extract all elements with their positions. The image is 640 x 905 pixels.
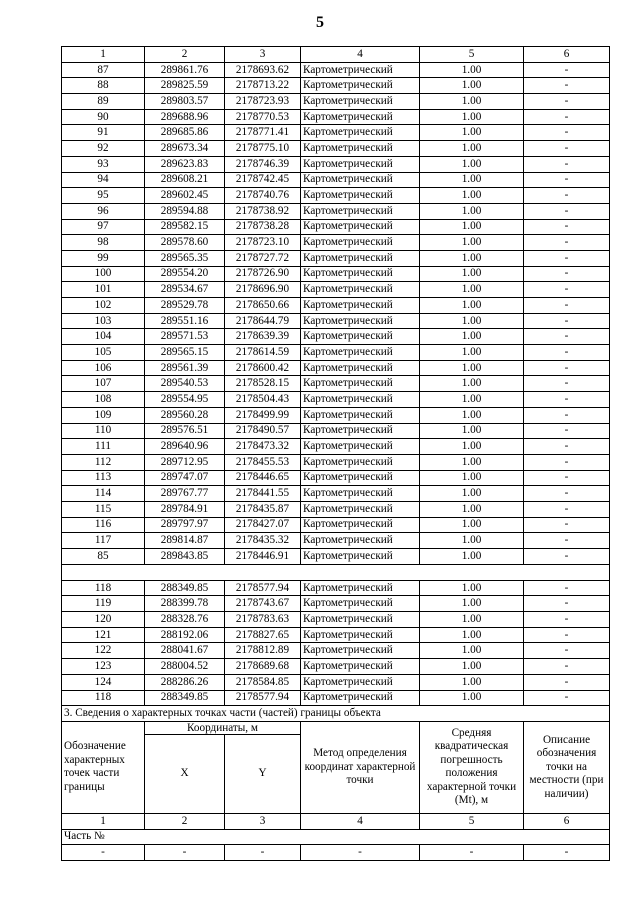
table-cell: - [524, 345, 610, 361]
table-cell: 1.00 [420, 596, 524, 612]
table-row [62, 266, 610, 282]
table-cell: 288349.85 [145, 690, 225, 706]
table-cell: 94 [62, 172, 145, 188]
table-cell: 288349.85 [145, 580, 225, 596]
table-cell: 289578.60 [145, 235, 225, 251]
table-cell: 289623.83 [145, 156, 225, 172]
table-cell: 95 [62, 188, 145, 204]
table-cell: 288328.76 [145, 612, 225, 628]
table-cell: - [524, 235, 610, 251]
table-cell: 2178435.87 [225, 501, 301, 517]
table-cell: 289565.15 [145, 345, 225, 361]
table-cell: 2178689.68 [225, 659, 301, 675]
table-cell: Картометрический [301, 517, 420, 533]
table-cell: - [524, 643, 610, 659]
table-cell: 2178742.45 [225, 172, 301, 188]
table-cell: - [524, 486, 610, 502]
table-cell: 116 [62, 517, 145, 533]
table-cell: Картометрический [301, 219, 420, 235]
table-cell: 109 [62, 407, 145, 423]
header-coords: Координаты, м [145, 721, 301, 734]
table-row [62, 78, 610, 94]
table-cell: - [524, 203, 610, 219]
table-row [62, 62, 610, 78]
table-row [62, 643, 610, 659]
table-cell: 2178446.91 [225, 549, 301, 565]
table-cell: - [524, 313, 610, 329]
table-cell: 1.00 [420, 94, 524, 110]
table-cell: Картометрический [301, 62, 420, 78]
table-cell: 288192.06 [145, 627, 225, 643]
table-cell: - [524, 298, 610, 314]
table-cell: 1.00 [420, 219, 524, 235]
table-row [62, 596, 610, 612]
table-cell: Картометрический [301, 94, 420, 110]
table-cell: - [524, 188, 610, 204]
table-cell: Картометрический [301, 313, 420, 329]
table-cell: - [524, 376, 610, 392]
table-cell: 2178783.63 [225, 612, 301, 628]
table-row [62, 533, 610, 549]
table-cell: 289551.16 [145, 313, 225, 329]
table-cell: 1.00 [420, 78, 524, 94]
table-cell: 289767.77 [145, 486, 225, 502]
table-cell: Картометрический [301, 501, 420, 517]
table-cell: - [524, 690, 610, 706]
table-cell: 96 [62, 203, 145, 219]
table-cell: 102 [62, 298, 145, 314]
table-row [62, 407, 610, 423]
table-cell: 100 [62, 266, 145, 282]
table-cell: 2178435.32 [225, 533, 301, 549]
table-row [62, 125, 610, 141]
table-cell: 1.00 [420, 454, 524, 470]
table-cell: 2178577.94 [225, 580, 301, 596]
table-cell: 123 [62, 659, 145, 675]
table-cell: 288286.26 [145, 674, 225, 690]
table-cell: 2178639.39 [225, 329, 301, 345]
table-cell: Картометрический [301, 345, 420, 361]
table-cell: 103 [62, 313, 145, 329]
table-cell: Картометрический [301, 172, 420, 188]
table-cell: 1.00 [420, 517, 524, 533]
table-cell: 1.00 [420, 62, 524, 78]
table-cell: - [524, 423, 610, 439]
table-row [62, 470, 610, 486]
table-cell: Картометрический [301, 250, 420, 266]
table-cell: 2178740.76 [225, 188, 301, 204]
table-cell: Картометрический [301, 423, 420, 439]
page-number: 5 [316, 14, 324, 31]
table-cell: 289685.86 [145, 125, 225, 141]
table-row [62, 188, 610, 204]
table-cell: - [524, 266, 610, 282]
table-row [62, 690, 610, 706]
table-cell: 1.00 [420, 109, 524, 125]
table-cell: 289554.20 [145, 266, 225, 282]
table-cell: 97 [62, 219, 145, 235]
table-cell: 289554.95 [145, 392, 225, 408]
part-label-row [62, 829, 610, 845]
table-cell: - [524, 517, 610, 533]
table-row [62, 313, 610, 329]
table-cell: - [524, 282, 610, 298]
table-cell: Картометрический [301, 376, 420, 392]
table-row [62, 329, 610, 345]
table-cell: 2178738.28 [225, 219, 301, 235]
table-cell: 1.00 [420, 360, 524, 376]
table-cell: Картометрический [301, 125, 420, 141]
table-cell: 289571.53 [145, 329, 225, 345]
table-cell: 88 [62, 78, 145, 94]
table-cell: 2178746.39 [225, 156, 301, 172]
table-cell: 2178727.72 [225, 250, 301, 266]
table-cell: Картометрический [301, 596, 420, 612]
table-cell: 1.00 [420, 612, 524, 628]
table-cell: - [524, 156, 610, 172]
table-cell: 289608.21 [145, 172, 225, 188]
table-cell: 2178770.53 [225, 109, 301, 125]
table-cell: 1.00 [420, 533, 524, 549]
table-cell: - [524, 141, 610, 157]
table-cell: 2178584.85 [225, 674, 301, 690]
header-method: Метод определения координат характерной точки [301, 721, 420, 813]
table-cell: 1.00 [420, 203, 524, 219]
table-cell: 2178577.94 [225, 690, 301, 706]
table-cell: - [524, 172, 610, 188]
table-cell: 105 [62, 345, 145, 361]
table-row [62, 392, 610, 408]
table-cell: Картометрический [301, 235, 420, 251]
table-cell: 108 [62, 392, 145, 408]
table-cell: 1.00 [420, 345, 524, 361]
header-accuracy: Средняя квадратическая погрешность положения характерной точки (Mt), м [420, 721, 524, 813]
table-cell: 1.00 [420, 627, 524, 643]
section-column-number-row: 1 2 3 4 5 6 [62, 813, 610, 829]
table-row [62, 549, 610, 565]
table-cell: 89 [62, 94, 145, 110]
table-cell: 289861.76 [145, 62, 225, 78]
table-cell: - [524, 659, 610, 675]
table-cell: 289582.15 [145, 219, 225, 235]
table-cell: 289843.85 [145, 549, 225, 565]
header-description: Описание обозначения точки на местности (при наличии) [524, 721, 610, 813]
table-cell: 2178696.90 [225, 282, 301, 298]
table-cell: 289640.96 [145, 439, 225, 455]
table-cell: Картометрический [301, 643, 420, 659]
table-cell: 288399.78 [145, 596, 225, 612]
table-row [62, 282, 610, 298]
table-cell: 289540.53 [145, 376, 225, 392]
table-cell: 1.00 [420, 690, 524, 706]
table-cell: 2178528.15 [225, 376, 301, 392]
table-cell: Картометрический [301, 156, 420, 172]
table-cell: - [524, 407, 610, 423]
table-row [62, 423, 610, 439]
table-cell: 2178446.65 [225, 470, 301, 486]
section-title: 3. Сведения о характерных точках части (частей) границы объекта [62, 706, 610, 722]
table-cell: Картометрический [301, 298, 420, 314]
table-cell: 1.00 [420, 156, 524, 172]
table-cell: 289797.97 [145, 517, 225, 533]
table-cell: - [524, 596, 610, 612]
table-cell: Картометрический [301, 533, 420, 549]
table-cell: Картометрический [301, 407, 420, 423]
table-cell: 289561.39 [145, 360, 225, 376]
table-cell: 107 [62, 376, 145, 392]
table-cell: 289529.78 [145, 298, 225, 314]
table-cell: 101 [62, 282, 145, 298]
table-row [62, 501, 610, 517]
table-cell: - [524, 612, 610, 628]
table-cell: 90 [62, 109, 145, 125]
table-cell: 289594.88 [145, 203, 225, 219]
table-cell: Картометрический [301, 203, 420, 219]
table-cell: 120 [62, 612, 145, 628]
table-cell: - [524, 219, 610, 235]
table-cell: 1.00 [420, 266, 524, 282]
part-label: Часть № [62, 829, 610, 845]
table-cell: 121 [62, 627, 145, 643]
table-cell: 1.00 [420, 250, 524, 266]
table-cell: Картометрический [301, 659, 420, 675]
table-cell: 110 [62, 423, 145, 439]
table-row [62, 172, 610, 188]
table-cell: 2178743.67 [225, 596, 301, 612]
table-cell: - [524, 501, 610, 517]
table-cell: Картометрический [301, 486, 420, 502]
table-cell: 98 [62, 235, 145, 251]
table-cell: 288004.52 [145, 659, 225, 675]
table-cell: 1.00 [420, 580, 524, 596]
table-cell: 104 [62, 329, 145, 345]
table-row [62, 659, 610, 675]
table-cell: 289576.51 [145, 423, 225, 439]
table-cell: Картометрический [301, 109, 420, 125]
table-cell: - [524, 454, 610, 470]
table-cell: 1.00 [420, 188, 524, 204]
table-cell: 2178499.99 [225, 407, 301, 423]
table-cell: - [524, 439, 610, 455]
table-cell: 1.00 [420, 501, 524, 517]
table-cell: 1.00 [420, 329, 524, 345]
table-cell: 113 [62, 470, 145, 486]
table-row [62, 235, 610, 251]
header-y: Y [225, 734, 301, 813]
table-cell: 92 [62, 141, 145, 157]
table-row [62, 627, 610, 643]
table-cell: Картометрический [301, 360, 420, 376]
table-row [62, 360, 610, 376]
table-cell: Картометрический [301, 690, 420, 706]
table-cell: Картометрический [301, 612, 420, 628]
table-cell: 1.00 [420, 643, 524, 659]
table-cell: 289534.67 [145, 282, 225, 298]
table-cell: 1.00 [420, 549, 524, 565]
table-cell: 1.00 [420, 423, 524, 439]
table-cell: Картометрический [301, 454, 420, 470]
table-cell: 1.00 [420, 486, 524, 502]
table-cell: 1.00 [420, 141, 524, 157]
table-cell: Картометрический [301, 282, 420, 298]
table-row [62, 94, 610, 110]
table-cell: - [524, 580, 610, 596]
table-cell: 289814.87 [145, 533, 225, 549]
table-cell: 1.00 [420, 125, 524, 141]
table-cell: 1.00 [420, 439, 524, 455]
table-cell: 2178473.32 [225, 439, 301, 455]
table-cell: - [524, 549, 610, 565]
table-cell: Картометрический [301, 439, 420, 455]
table-cell: - [524, 78, 610, 94]
table-cell: Картометрический [301, 266, 420, 282]
table-row [62, 141, 610, 157]
table-row [62, 674, 610, 690]
table-cell: 289803.57 [145, 94, 225, 110]
table-cell: Картометрический [301, 580, 420, 596]
table-row [62, 376, 610, 392]
table-cell: 2178827.65 [225, 627, 301, 643]
table-row [62, 580, 610, 596]
table-cell: - [524, 109, 610, 125]
table-cell: - [524, 94, 610, 110]
table-cell: - [524, 329, 610, 345]
table-row [62, 109, 610, 125]
table-cell: 2178644.79 [225, 313, 301, 329]
table-cell: - [524, 360, 610, 376]
table-cell: 1.00 [420, 376, 524, 392]
table-cell: 2178723.93 [225, 94, 301, 110]
table-cell: 115 [62, 501, 145, 517]
table-cell: 1.00 [420, 674, 524, 690]
table-cell: 112 [62, 454, 145, 470]
table-row [62, 454, 610, 470]
table-cell: 119 [62, 596, 145, 612]
table-cell: Картометрический [301, 141, 420, 157]
table-row [62, 439, 610, 455]
table-cell: Картометрический [301, 627, 420, 643]
table-cell: 289673.34 [145, 141, 225, 157]
table-cell: 2178775.10 [225, 141, 301, 157]
table-row [62, 250, 610, 266]
table-row [62, 219, 610, 235]
table-cell: Картометрический [301, 78, 420, 94]
table-cell: 289560.28 [145, 407, 225, 423]
table-cell: 2178693.62 [225, 62, 301, 78]
separator-row [62, 564, 610, 580]
table-cell: 2178455.53 [225, 454, 301, 470]
table-cell: 2178771.41 [225, 125, 301, 141]
table-cell: 289712.95 [145, 454, 225, 470]
table-cell: 1.00 [420, 659, 524, 675]
table-cell: 289825.59 [145, 78, 225, 94]
table-cell: 91 [62, 125, 145, 141]
header-row [62, 721, 610, 734]
table-cell: 2178723.10 [225, 235, 301, 251]
table-row [62, 298, 610, 314]
table-cell: 288041.67 [145, 643, 225, 659]
table-cell: 2178738.92 [225, 203, 301, 219]
table-cell: 118 [62, 580, 145, 596]
table-cell: 289747.07 [145, 470, 225, 486]
table-cell: 2178614.59 [225, 345, 301, 361]
table-cell: 2178490.57 [225, 423, 301, 439]
table-cell: - [524, 250, 610, 266]
table-cell: Картометрический [301, 674, 420, 690]
table-cell: 2178504.43 [225, 392, 301, 408]
table-cell: - [524, 125, 610, 141]
table-cell: - [524, 392, 610, 408]
table-row [62, 612, 610, 628]
table-cell: 85 [62, 549, 145, 565]
table-cell: Картометрический [301, 549, 420, 565]
table-cell: 1.00 [420, 392, 524, 408]
table-cell: 114 [62, 486, 145, 502]
table-cell: 1.00 [420, 407, 524, 423]
table-cell: 2178726.90 [225, 266, 301, 282]
table-cell: 289602.45 [145, 188, 225, 204]
table-cell: Картометрический [301, 470, 420, 486]
table-cell: 289784.91 [145, 501, 225, 517]
table-cell: 117 [62, 533, 145, 549]
table-row [62, 203, 610, 219]
table-row [62, 486, 610, 502]
table-row [62, 345, 610, 361]
table-cell: 2178812.89 [225, 643, 301, 659]
table-row [62, 156, 610, 172]
table-cell: - [524, 533, 610, 549]
table-cell: 1.00 [420, 313, 524, 329]
table-cell: 118 [62, 690, 145, 706]
table-cell: 1.00 [420, 235, 524, 251]
table-cell: 1.00 [420, 298, 524, 314]
table-cell: 1.00 [420, 470, 524, 486]
column-number-row: 1 2 3 4 5 6 [62, 47, 610, 63]
table-row: - - - - - - [62, 845, 610, 861]
header-designation: Обозначение характерных точек части границы [62, 721, 145, 813]
table-cell: 106 [62, 360, 145, 376]
table-cell: - [524, 627, 610, 643]
table-cell: Картометрический [301, 188, 420, 204]
table-cell: 2178427.07 [225, 517, 301, 533]
table-cell: 111 [62, 439, 145, 455]
boundary-points-table [61, 46, 610, 861]
table-cell: 124 [62, 674, 145, 690]
table-cell: 99 [62, 250, 145, 266]
table-cell: 2178650.66 [225, 298, 301, 314]
table-cell: 93 [62, 156, 145, 172]
table-cell: 1.00 [420, 282, 524, 298]
table-cell: 1.00 [420, 172, 524, 188]
section-title-row [62, 706, 610, 722]
table-cell: 87 [62, 62, 145, 78]
table-cell: - [524, 674, 610, 690]
table-cell: 289688.96 [145, 109, 225, 125]
table-cell: Картометрический [301, 392, 420, 408]
table-cell: 2178713.22 [225, 78, 301, 94]
table-cell: Картометрический [301, 329, 420, 345]
table-cell: 2178600.42 [225, 360, 301, 376]
table-cell: - [524, 62, 610, 78]
table-cell: 2178441.55 [225, 486, 301, 502]
table-cell: 122 [62, 643, 145, 659]
table-cell: 289565.35 [145, 250, 225, 266]
header-x: X [145, 734, 225, 813]
table-cell: - [524, 470, 610, 486]
table-row [62, 517, 610, 533]
